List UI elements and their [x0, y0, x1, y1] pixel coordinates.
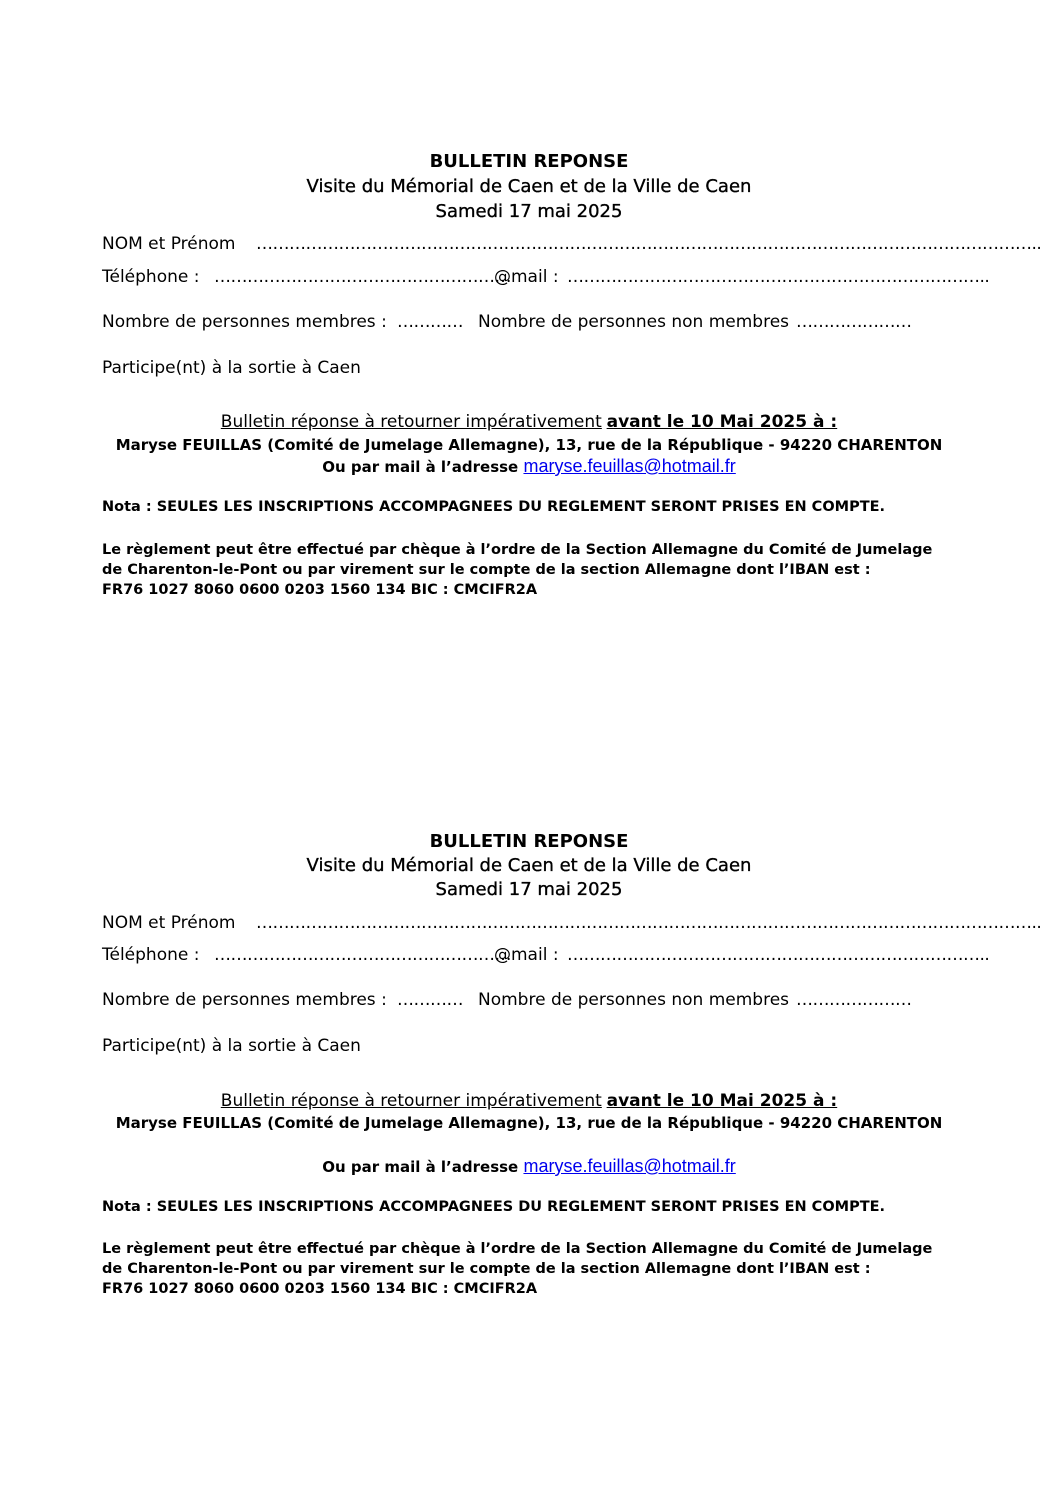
iban-line: FR76 1027 8060 0600 0203 1560 134 BIC : CMCIFR2A [102, 1281, 538, 1297]
nota-text: Nota : SEULES LES INSCRIPTIONS ACCOMPAGNEES DU REGLEMENT SERONT PRISES EN COMPTE. [102, 1199, 885, 1215]
bulletin-form-1 [0, 0, 1058, 620]
adresse-line: Maryse FEUILLAS (Comité de Jumelage Allemagne), 13, rue de la République - 94220 CHARENTON [115, 436, 943, 454]
form-title: BULLETIN REPONSE [429, 151, 629, 172]
email-label: @mail : [494, 945, 559, 965]
form-date: Samedi 17 mai 2025 [435, 879, 623, 900]
participe-text: Participe(nt) à la sortie à Caen [102, 1036, 361, 1056]
non-membres-field[interactable]: ………………… [796, 990, 912, 1010]
reglement-line-1: Le règlement peut être effectué par chèque à l’ordre de la Section Allemagne du Comité de Jumelage [102, 1241, 933, 1257]
nom-label: NOM et Prénom [102, 913, 236, 933]
mail-intro: Ou par mail à l’adresse [322, 458, 519, 476]
form-date: Samedi 17 mai 2025 [435, 201, 623, 222]
nom-field[interactable]: …………………………………………………………………………………………………………………………….. [256, 234, 1042, 254]
nom-field[interactable]: …………………………………………………………………………………………………………………………….. [256, 913, 1042, 933]
form-subtitle: Visite du Mémorial de Caen et de la Ville de Caen [306, 855, 752, 876]
email-label: @mail : [494, 267, 559, 287]
membres-field[interactable]: ………… [397, 312, 463, 332]
reglement-line-2: de Charenton-le-Pont ou par virement sur le compte de la section Allemagne dont l’IBAN est : [102, 562, 871, 578]
retour-plain: Bulletin réponse à retourner impérativement [220, 1091, 602, 1111]
reglement-line-1: Le règlement peut être effectué par chèque à l’ordre de la Section Allemagne du Comité de Jumelage [102, 542, 933, 558]
telephone-field[interactable]: ……………………………………………… [214, 945, 511, 965]
mail-line [0, 1155, 1058, 1178]
non-membres-label: Nombre de personnes non membres [478, 312, 790, 332]
retour-deadline: avant le 10 Mai 2025 à : [606, 1091, 838, 1111]
mail-intro: Ou par mail à l’adresse [322, 1158, 519, 1176]
telephone-field[interactable]: ……………………………………………… [214, 267, 511, 287]
retour-line [0, 411, 1058, 433]
adresse-line: Maryse FEUILLAS (Comité de Jumelage Allemagne), 13, rue de la République - 94220 CHARENTON [115, 1114, 943, 1132]
retour-deadline: avant le 10 Mai 2025 à : [606, 412, 838, 432]
email-link[interactable]: maryse.feuillas@hotmail.fr [523, 1156, 736, 1176]
nom-label: NOM et Prénom [102, 234, 236, 254]
telephone-label: Téléphone : [102, 945, 200, 965]
telephone-label: Téléphone : [102, 267, 200, 287]
form-subtitle: Visite du Mémorial de Caen et de la Ville de Caen [306, 176, 752, 197]
retour-line [0, 1090, 1058, 1112]
email-field[interactable]: ………………………………………………………………….. [567, 267, 990, 287]
participe-text: Participe(nt) à la sortie à Caen [102, 358, 361, 378]
email-link[interactable]: maryse.feuillas@hotmail.fr [523, 456, 736, 476]
bulletin-form-2 [0, 680, 1058, 1300]
membres-label: Nombre de personnes membres : [102, 312, 387, 332]
form-title: BULLETIN REPONSE [429, 831, 629, 852]
reglement-line-2: de Charenton-le-Pont ou par virement sur le compte de la section Allemagne dont l’IBAN est : [102, 1261, 871, 1277]
retour-plain: Bulletin réponse à retourner impérativement [220, 412, 602, 432]
mail-line [0, 455, 1058, 478]
membres-field[interactable]: ………… [397, 990, 463, 1010]
non-membres-field[interactable]: ………………… [796, 312, 912, 332]
membres-label: Nombre de personnes membres : [102, 990, 387, 1010]
iban-line: FR76 1027 8060 0600 0203 1560 134 BIC : CMCIFR2A [102, 582, 538, 598]
email-field[interactable]: ………………………………………………………………….. [567, 945, 990, 965]
non-membres-label: Nombre de personnes non membres [478, 990, 790, 1010]
nota-text: Nota : SEULES LES INSCRIPTIONS ACCOMPAGNEES DU REGLEMENT SERONT PRISES EN COMPTE. [102, 499, 885, 515]
